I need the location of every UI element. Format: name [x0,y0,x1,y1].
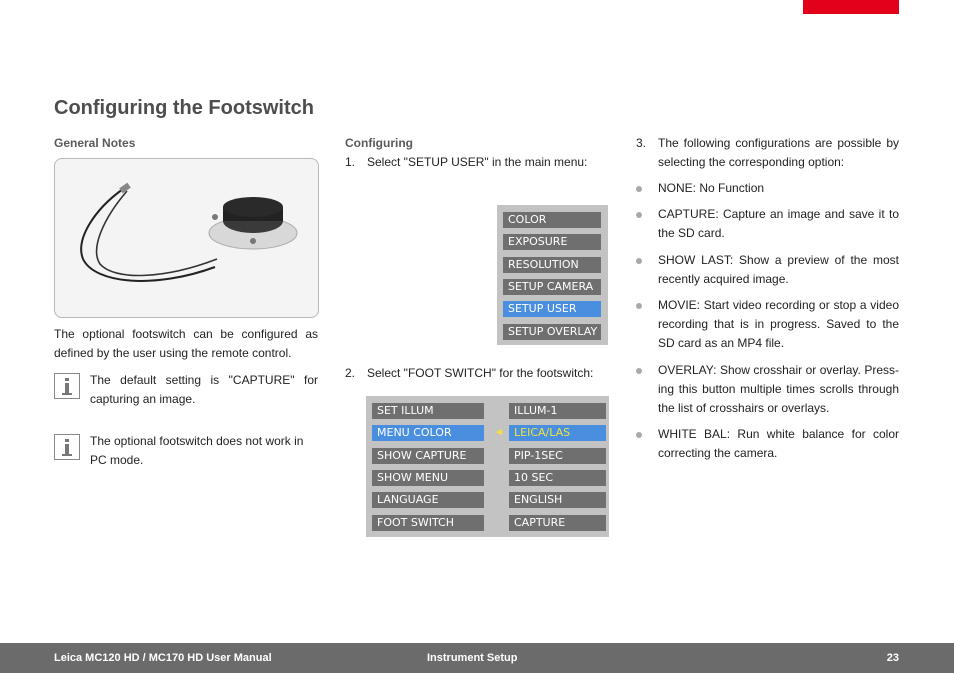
option-capture: CAPTURE: Capture an image and save it to the SD card. [636,205,899,243]
page-title: Configuring the Footswitch [54,97,314,119]
menu-item-color: COLOR [503,212,601,228]
option-overlay: OVERLAY: Show crosshair or overlay. Press-ing this button multiple times scrolls through the list of crosshairs or overlays. [636,361,899,418]
bullet-icon [636,432,642,438]
general-notes-heading: General Notes [54,136,136,150]
configuring-heading: Configuring [345,136,413,150]
value-illum: ILLUM-1 [509,403,606,419]
bullet-icon [636,186,642,192]
section-marker [803,0,899,14]
note-pc-mode: The optional footswitch does not work in PC mode. [54,432,318,470]
menu-item-show-capture: SHOW CAPTURE [372,448,484,464]
menu-item-resolution: RESOLUTION [503,257,601,273]
menu-item-menu-color: MENU COLOR [372,425,484,441]
footer-section: Instrument Setup [427,652,518,664]
step-3: 3. The following configurations are possible by selecting the corresponding option: [636,136,899,169]
footer-manual-title: Leica MC120 HD / MC170 HD User Manual [54,652,272,664]
value-show-capture: PIP-1SEC [509,448,606,464]
menu-item-setup-camera: SETUP CAMERA [503,279,601,295]
value-language: ENGLISH [509,492,606,508]
menu-item-setup-overlay: SETUP OVERLAY [503,324,601,340]
value-show-menu: 10 SEC [509,470,606,486]
setup-user-menu-screenshot [366,396,609,537]
main-menu-screenshot [497,205,608,345]
option-white-bal: WHITE BAL: Run white balance for color correcting the camera. [636,425,899,463]
info-icon [54,373,80,399]
step-2: 2. Select "FOOT SWITCH" for the footswitch: [345,366,594,380]
menu-item-exposure: EXPOSURE [503,234,601,250]
bullet-icon [636,212,642,218]
note-default-setting: The default setting is "CAPTURE" for capturing an image. [54,371,318,409]
bullet-icon [636,368,642,374]
option-movie: MOVIE: Start video recording or stop a video recording that is in progress. Saved to the SD card as an MP4 file. [636,296,899,353]
menu-item-set-illum: SET ILLUM [372,403,484,419]
step-1: 1. Select "SETUP USER" in the main menu: [345,155,588,169]
option-none: NONE: No Function [636,179,899,198]
page-number: 23 [886,652,899,664]
general-notes-body: The optional footswitch can be configured as defined by the user using the remote control. [54,327,318,360]
menu-item-language: LANGUAGE [372,492,484,508]
bullet-icon [636,303,642,309]
option-show-last: SHOW LAST: Show a preview of the most recently acquired image. [636,251,899,289]
footswitch-photo [54,158,319,318]
menu-item-foot-switch: FOOT SWITCH [372,515,484,531]
menu-item-setup-user: SETUP USER [503,301,601,317]
menu-item-show-menu: SHOW MENU [372,470,484,486]
value-menu-color: LEICA/LAS [509,425,606,441]
page-footer [0,643,954,673]
info-icon [54,434,80,460]
bullet-icon [636,258,642,264]
value-foot-switch: CAPTURE [509,515,606,531]
footswitch-illustration [55,159,318,317]
selection-arrow-icon: ◄ [494,427,504,438]
